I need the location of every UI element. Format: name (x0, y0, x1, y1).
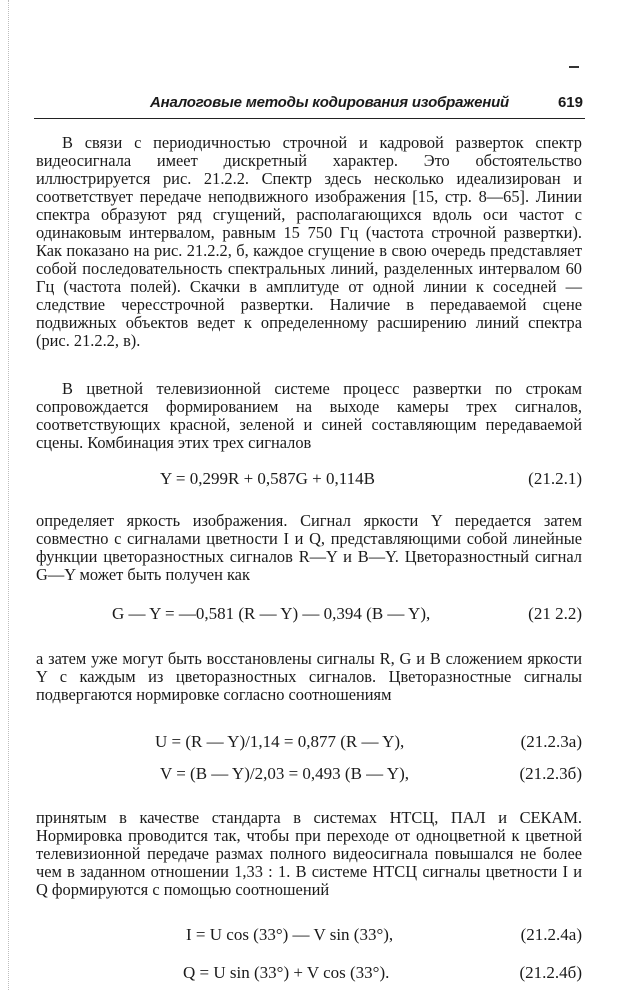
paragraph-luminance: определяет яркость изображения. Сигнал яркости Y передается затем совместно с сигналами цветности I и Q, представляющими собой линейные функции цветоразностных сигналов R—Y и B—Y. Цветоразностный сигнал G—Y может быть получен как (36, 511, 582, 584)
equation-number: (21.2.4а) (520, 925, 582, 944)
equation-21-2-1 (36, 468, 582, 490)
equation-number: (21.2.4б) (519, 963, 582, 982)
equation-21-2-2 (36, 603, 582, 625)
running-head: Аналоговые методы кодирования изображений (150, 94, 509, 111)
equation-number: (21 2.2) (528, 604, 582, 623)
paragraph-spectrum: В связи с периодичностью строчной и кадровой разверток спектр видеосигнала имеет дискретный характер. Это обстоятельство иллюстрируется рис. 21.2.2. Спектр здесь несколько идеализирован и соответствует передаче неподвижного изображения [15, стр. 8—65]. Линии спектра образуют ряд сгущений, располагающихся вдоль оси частот с одинаковым интервалом, равным 15 750 Гц (частота строчной развертки). Как показано на рис. 21.2.2, б, каждое сгущение в свою очередь представляет собой последовательность спектральных линий, разделенных интервалом 60 Гц (частота полей). Скачки в амплитуде от одной линии к соседней — следствие чересстрочной развертки. Наличие в передаваемой сцене подвижных объектов ведет к определенному расширению линий спектра (рис. 21.2.2, в). (36, 133, 582, 350)
equation-formula: Y = 0,299R + 0,587G + 0,114B (160, 469, 375, 488)
paragraph-standard: принятым в качестве стандарта в системах НТСЦ, ПАЛ и СЕКАМ. Нормировка проводится так, чтобы при переходе от одноцветной к цветной телевизионной передаче размах полного видеосигнала повышался не более чем в заданном отношении 1,33 : 1. В системе НТСЦ сигналы цветности I и Q формируются с помощью соотношений (36, 808, 582, 899)
equation-21-2-3a (36, 731, 582, 753)
equation-21-2-4b (36, 962, 582, 984)
corner-mark (569, 66, 579, 68)
equation-number: (21.2.1) (528, 469, 582, 488)
equation-number: (21.2.3б) (519, 764, 582, 783)
equation-formula: I = U cos (33°) — V sin (33°), (186, 925, 394, 944)
equation-formula: G — Y = —0,581 (R — Y) — 0,394 (B — Y), (112, 604, 431, 623)
page-number: 619 (557, 94, 583, 111)
equation-formula: Q = U sin (33°) + V cos (33°). (183, 963, 390, 982)
paragraph-recovery: а затем уже могут быть восстановлены сигналы R, G и B сложением яркости Y с каждым из цветоразностных сигналов. Цветоразностные сигналы подвергаются нормировке согласно соотношениям (36, 649, 582, 704)
equation-21-2-3b (36, 763, 582, 785)
paragraph-color-tv: В цветной телевизионной системе процесс развертки по строкам сопровождается формированием на выходе камеры трех сигналов, соответствующих красной, зеленой и синей составляющим передаваемой сцены. Комбинация этих трех сигналов (36, 379, 582, 452)
equation-21-2-4a (36, 924, 582, 946)
equation-number: (21.2.3а) (520, 732, 582, 751)
page-header (34, 92, 585, 119)
equation-formula: U = (R — Y)/1,14 = 0,877 (R — Y), (155, 732, 405, 751)
equation-formula: V = (B — Y)/2,03 = 0,493 (B — Y), (160, 764, 409, 783)
scan-edge-dots (8, 0, 9, 990)
